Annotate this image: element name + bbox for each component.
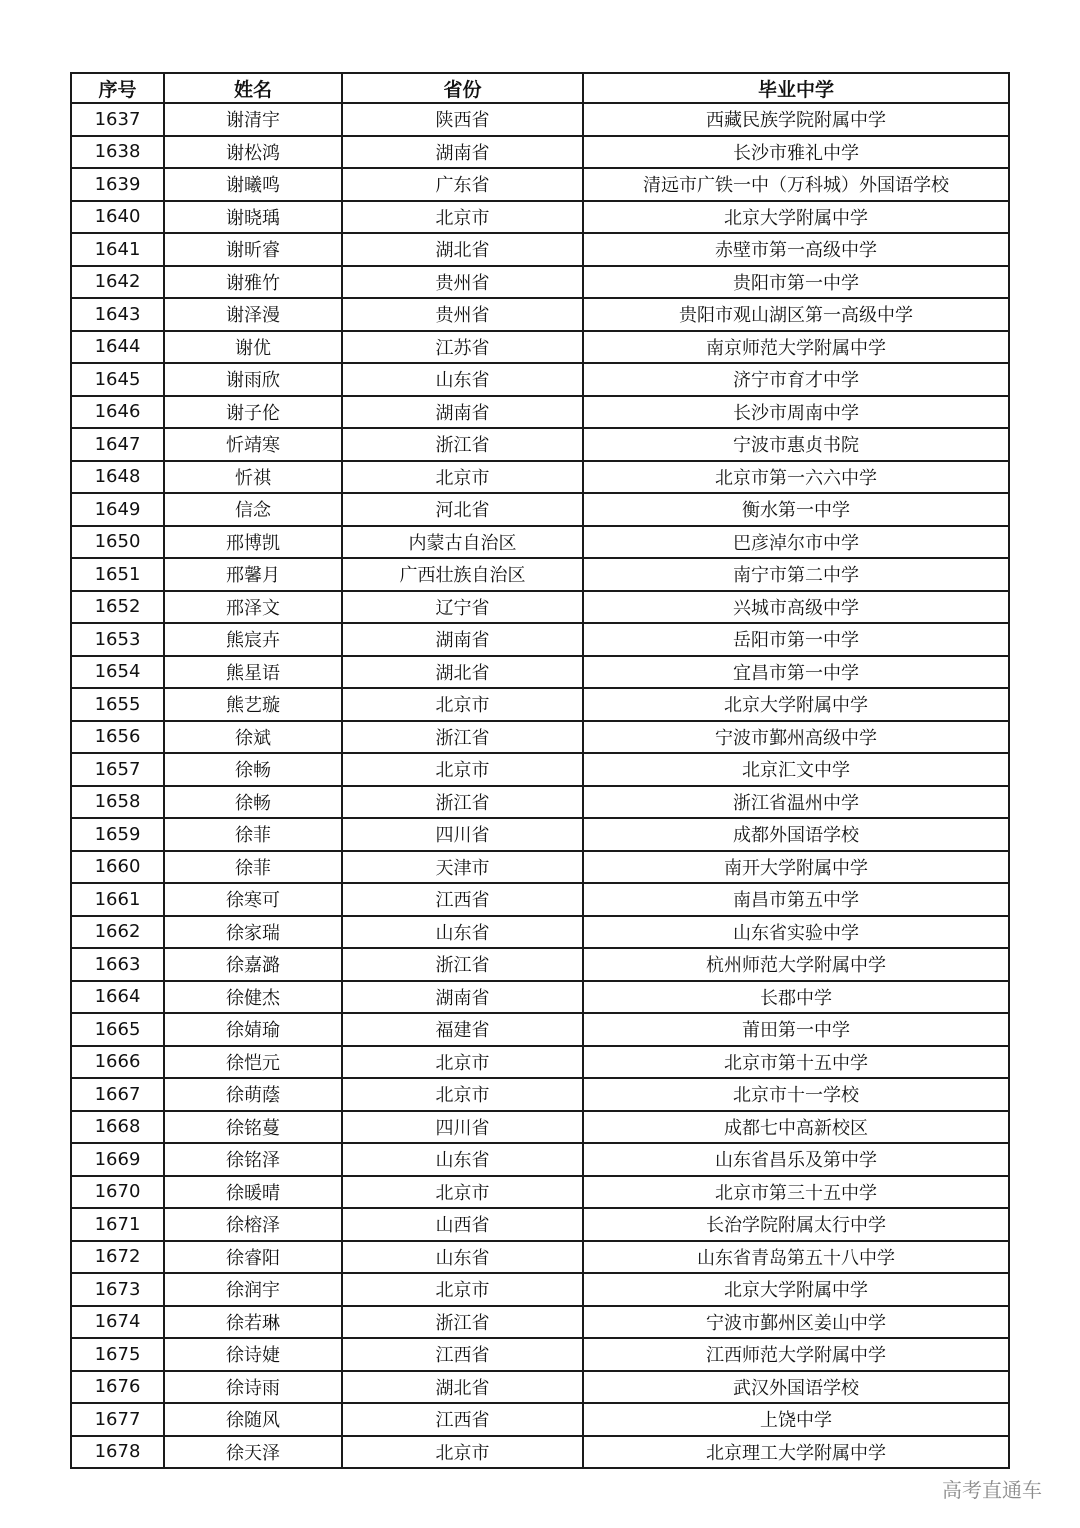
table-row [71,981,1009,1014]
cell-index: 1665 [71,1013,164,1046]
table-row [71,1078,1009,1111]
cell-province: 浙江省 [342,428,583,461]
table-row [71,103,1009,136]
cell-province: 北京市 [342,1078,583,1111]
cell-name: 徐暖晴 [164,1176,342,1209]
cell-province: 江苏省 [342,331,583,364]
cell-province: 湖北省 [342,1371,583,1404]
cell-index: 1667 [71,1078,164,1111]
cell-province: 广东省 [342,168,583,201]
cell-school: 北京大学附属中学 [583,688,1009,721]
table-row [71,363,1009,396]
table-row [71,266,1009,299]
cell-name: 邢馨月 [164,558,342,591]
cell-name: 徐诗婕 [164,1338,342,1371]
cell-name: 徐畅 [164,753,342,786]
cell-name: 徐铭蔓 [164,1111,342,1144]
cell-name: 熊艺璇 [164,688,342,721]
cell-school: 兴城市高级中学 [583,591,1009,624]
cell-province: 辽宁省 [342,591,583,624]
cell-name: 忻祺 [164,461,342,494]
cell-province: 山西省 [342,1208,583,1241]
cell-index: 1652 [71,591,164,624]
cell-name: 徐睿阳 [164,1241,342,1274]
cell-name: 徐菲 [164,851,342,884]
table-row [71,1176,1009,1209]
cell-school: 宁波市鄞州区姜山中学 [583,1306,1009,1339]
header-name: 姓名 [164,73,342,103]
cell-index: 1672 [71,1241,164,1274]
cell-province: 四川省 [342,818,583,851]
cell-school: 江西师范大学附属中学 [583,1338,1009,1371]
cell-index: 1638 [71,136,164,169]
cell-name: 谢雅竹 [164,266,342,299]
cell-school: 山东省昌乐及第中学 [583,1143,1009,1176]
cell-school: 山东省青岛第五十八中学 [583,1241,1009,1274]
cell-index: 1650 [71,526,164,559]
cell-school: 莆田第一中学 [583,1013,1009,1046]
cell-school: 北京市第三十五中学 [583,1176,1009,1209]
cell-school: 赤壁市第一高级中学 [583,233,1009,266]
cell-name: 谢雨欣 [164,363,342,396]
table-body [71,103,1009,1468]
cell-index: 1678 [71,1436,164,1469]
cell-school: 长治学院附属太行中学 [583,1208,1009,1241]
cell-province: 山东省 [342,363,583,396]
cell-province: 河北省 [342,493,583,526]
table-row [71,558,1009,591]
cell-name: 谢子伦 [164,396,342,429]
cell-name: 徐榕泽 [164,1208,342,1241]
cell-school: 清远市广铁一中（万科城）外国语学校 [583,168,1009,201]
cell-school: 长沙市雅礼中学 [583,136,1009,169]
cell-province: 江西省 [342,1403,583,1436]
cell-name: 谢优 [164,331,342,364]
cell-index: 1670 [71,1176,164,1209]
cell-index: 1644 [71,331,164,364]
cell-name: 邢博凯 [164,526,342,559]
cell-name: 徐健杰 [164,981,342,1014]
cell-index: 1659 [71,818,164,851]
cell-school: 浙江省温州中学 [583,786,1009,819]
cell-province: 天津市 [342,851,583,884]
table-row [71,233,1009,266]
cell-name: 徐菲 [164,818,342,851]
cell-province: 湖南省 [342,136,583,169]
cell-school: 贵阳市观山湖区第一高级中学 [583,298,1009,331]
table-row [71,1403,1009,1436]
cell-index: 1645 [71,363,164,396]
cell-school: 衡水第一中学 [583,493,1009,526]
cell-index: 1661 [71,883,164,916]
table-row [71,916,1009,949]
cell-province: 贵州省 [342,298,583,331]
table-row [71,656,1009,689]
cell-index: 1639 [71,168,164,201]
table-row [71,1338,1009,1371]
cell-index: 1669 [71,1143,164,1176]
cell-province: 山东省 [342,1241,583,1274]
table-row [71,1143,1009,1176]
cell-name: 徐若琳 [164,1306,342,1339]
table-row [71,786,1009,819]
cell-name: 谢清宇 [164,103,342,136]
cell-index: 1660 [71,851,164,884]
cell-province: 山东省 [342,916,583,949]
cell-school: 北京大学附属中学 [583,1273,1009,1306]
table-row [71,526,1009,559]
cell-school: 宜昌市第一中学 [583,656,1009,689]
cell-school: 宁波市鄞州高级中学 [583,721,1009,754]
cell-province: 陕西省 [342,103,583,136]
cell-school: 贵阳市第一中学 [583,266,1009,299]
cell-name: 熊星语 [164,656,342,689]
cell-name: 谢曦鸣 [164,168,342,201]
cell-school: 武汉外国语学校 [583,1371,1009,1404]
cell-school: 岳阳市第一中学 [583,623,1009,656]
cell-school: 成都七中高新校区 [583,1111,1009,1144]
cell-index: 1640 [71,201,164,234]
table-row [71,591,1009,624]
table-row [71,461,1009,494]
cell-province: 湖南省 [342,396,583,429]
cell-name: 徐诗雨 [164,1371,342,1404]
cell-name: 徐畅 [164,786,342,819]
cell-index: 1666 [71,1046,164,1079]
cell-school: 北京大学附属中学 [583,201,1009,234]
table-row [71,428,1009,461]
cell-province: 湖北省 [342,656,583,689]
table-row [71,168,1009,201]
cell-school: 西藏民族学院附属中学 [583,103,1009,136]
table-row [71,493,1009,526]
cell-school: 北京市第一六六中学 [583,461,1009,494]
table-row [71,851,1009,884]
cell-name: 谢昕睿 [164,233,342,266]
table-row [71,721,1009,754]
cell-index: 1646 [71,396,164,429]
cell-province: 内蒙古自治区 [342,526,583,559]
cell-name: 邢泽文 [164,591,342,624]
cell-index: 1662 [71,916,164,949]
cell-province: 浙江省 [342,948,583,981]
cell-index: 1651 [71,558,164,591]
cell-province: 北京市 [342,1273,583,1306]
cell-name: 徐天泽 [164,1436,342,1469]
cell-index: 1671 [71,1208,164,1241]
table-row [71,1046,1009,1079]
table-row [71,1013,1009,1046]
cell-province: 北京市 [342,201,583,234]
table-row [71,688,1009,721]
cell-name: 徐嘉潞 [164,948,342,981]
cell-name: 信念 [164,493,342,526]
cell-province: 湖南省 [342,981,583,1014]
table-row [71,1436,1009,1469]
cell-province: 四川省 [342,1111,583,1144]
cell-index: 1653 [71,623,164,656]
table-row [71,298,1009,331]
cell-school: 成都外国语学校 [583,818,1009,851]
header-index: 序号 [71,73,164,103]
cell-school: 北京汇文中学 [583,753,1009,786]
cell-school: 北京理工大学附属中学 [583,1436,1009,1469]
cell-school: 巴彦淖尔市中学 [583,526,1009,559]
cell-index: 1648 [71,461,164,494]
cell-name: 谢松鸿 [164,136,342,169]
table-row [71,818,1009,851]
cell-school: 南开大学附属中学 [583,851,1009,884]
table-row [71,1371,1009,1404]
cell-province: 北京市 [342,753,583,786]
cell-province: 湖南省 [342,623,583,656]
cell-province: 北京市 [342,1176,583,1209]
cell-index: 1674 [71,1306,164,1339]
cell-province: 北京市 [342,1436,583,1469]
cell-name: 忻靖寒 [164,428,342,461]
cell-province: 北京市 [342,1046,583,1079]
student-list-table [70,72,1010,1469]
table-row [71,136,1009,169]
cell-name: 徐萌蔭 [164,1078,342,1111]
table-row [71,883,1009,916]
cell-name: 徐随风 [164,1403,342,1436]
table-row [71,331,1009,364]
table-row [71,1306,1009,1339]
cell-province: 江西省 [342,1338,583,1371]
cell-province: 北京市 [342,688,583,721]
cell-index: 1642 [71,266,164,299]
cell-index: 1637 [71,103,164,136]
cell-school: 南宁市第二中学 [583,558,1009,591]
cell-province: 浙江省 [342,786,583,819]
cell-index: 1647 [71,428,164,461]
cell-province: 福建省 [342,1013,583,1046]
table-row [71,1208,1009,1241]
cell-province: 浙江省 [342,721,583,754]
cell-name: 谢晓瑀 [164,201,342,234]
cell-school: 长郡中学 [583,981,1009,1014]
table-row [71,201,1009,234]
table-row [71,948,1009,981]
cell-school: 宁波市惠贞书院 [583,428,1009,461]
header-province: 省份 [342,73,583,103]
cell-index: 1658 [71,786,164,819]
cell-school: 长沙市周南中学 [583,396,1009,429]
cell-school: 杭州师范大学附属中学 [583,948,1009,981]
cell-index: 1675 [71,1338,164,1371]
table-row [71,623,1009,656]
table-row [71,396,1009,429]
cell-name: 徐婧瑜 [164,1013,342,1046]
cell-province: 北京市 [342,461,583,494]
cell-index: 1655 [71,688,164,721]
cell-province: 广西壮族自治区 [342,558,583,591]
cell-name: 徐寒可 [164,883,342,916]
cell-name: 徐家瑞 [164,916,342,949]
cell-school: 山东省实验中学 [583,916,1009,949]
watermark: 高考直通车 [942,1478,1042,1502]
cell-index: 1649 [71,493,164,526]
table-header-row [71,73,1009,103]
cell-school: 北京市第十五中学 [583,1046,1009,1079]
cell-index: 1673 [71,1273,164,1306]
cell-index: 1641 [71,233,164,266]
cell-name: 徐恺元 [164,1046,342,1079]
cell-index: 1664 [71,981,164,1014]
cell-school: 北京市十一学校 [583,1078,1009,1111]
header-school: 毕业中学 [583,73,1009,103]
cell-name: 徐铭泽 [164,1143,342,1176]
table-row [71,753,1009,786]
cell-name: 徐斌 [164,721,342,754]
table-row [71,1273,1009,1306]
cell-province: 浙江省 [342,1306,583,1339]
cell-index: 1654 [71,656,164,689]
cell-province: 湖北省 [342,233,583,266]
cell-school: 上饶中学 [583,1403,1009,1436]
cell-index: 1656 [71,721,164,754]
cell-name: 徐润宇 [164,1273,342,1306]
cell-school: 南京师范大学附属中学 [583,331,1009,364]
cell-school: 南昌市第五中学 [583,883,1009,916]
table-row [71,1241,1009,1274]
table-row [71,1111,1009,1144]
cell-name: 谢泽漫 [164,298,342,331]
cell-index: 1676 [71,1371,164,1404]
cell-index: 1643 [71,298,164,331]
cell-province: 江西省 [342,883,583,916]
cell-province: 贵州省 [342,266,583,299]
cell-index: 1657 [71,753,164,786]
cell-school: 济宁市育才中学 [583,363,1009,396]
cell-province: 山东省 [342,1143,583,1176]
cell-index: 1668 [71,1111,164,1144]
cell-name: 熊宸卉 [164,623,342,656]
cell-index: 1663 [71,948,164,981]
cell-index: 1677 [71,1403,164,1436]
